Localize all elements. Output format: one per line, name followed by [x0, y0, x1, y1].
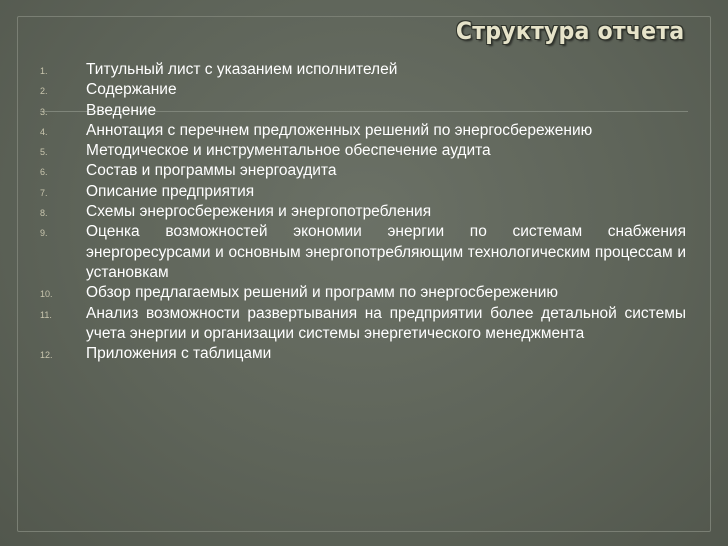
item-number: 7. [40, 187, 48, 198]
list-item [40, 202, 686, 222]
report-structure-list [40, 60, 686, 364]
item-text: Титульный лист с указанием исполнителей [86, 61, 398, 78]
item-number: 6. [40, 167, 48, 178]
item-number: 2. [40, 86, 48, 97]
list-item [40, 304, 686, 345]
list-item [40, 222, 686, 283]
item-text: Методическое и инструментальное обеспечение аудита [86, 142, 491, 160]
item-text: Оценка возможностей экономии энергии по системам снабжения энергоресурсами и основным энергопотребляющим технологическим процессам и установкам [86, 223, 686, 281]
list-item [40, 80, 686, 100]
item-text: Описание предприятия [86, 182, 255, 200]
item-number: 8. [40, 208, 48, 219]
item-number: 5. [40, 147, 48, 158]
item-number: 1. [40, 66, 48, 76]
list-item [40, 283, 686, 303]
item-number: 12. [40, 350, 53, 361]
list-item [40, 101, 686, 121]
list-item [40, 182, 686, 202]
item-number: 3. [40, 106, 48, 117]
item-text: Состав и программы энергоаудита [86, 162, 337, 180]
item-text: Схемы энергосбережения и энергопотребления [86, 203, 432, 221]
item-number: 10. [40, 289, 53, 300]
item-number: 4. [40, 126, 48, 137]
item-number: 9. [40, 228, 48, 239]
list-item [40, 344, 686, 364]
item-text: Анализ возможности развертывания на предприятии более детальной системы учета энергии и организации системы энергетического менеджмента [86, 304, 686, 342]
list-item [40, 161, 686, 181]
list-item [40, 141, 686, 161]
item-text: Приложения с таблицами [86, 345, 272, 363]
slide-title: Структура отчета [455, 17, 684, 45]
item-text: Содержание [86, 81, 177, 99]
list-item [40, 121, 686, 141]
list-item [40, 60, 686, 80]
item-number: 11. [40, 309, 52, 320]
item-text: Обзор предлагаемых решений и программ по энергосбережению [86, 284, 559, 302]
item-text: Введение [86, 101, 157, 119]
item-text: Аннотация с перечнем предложенных решений по энергосбережению [86, 121, 593, 139]
